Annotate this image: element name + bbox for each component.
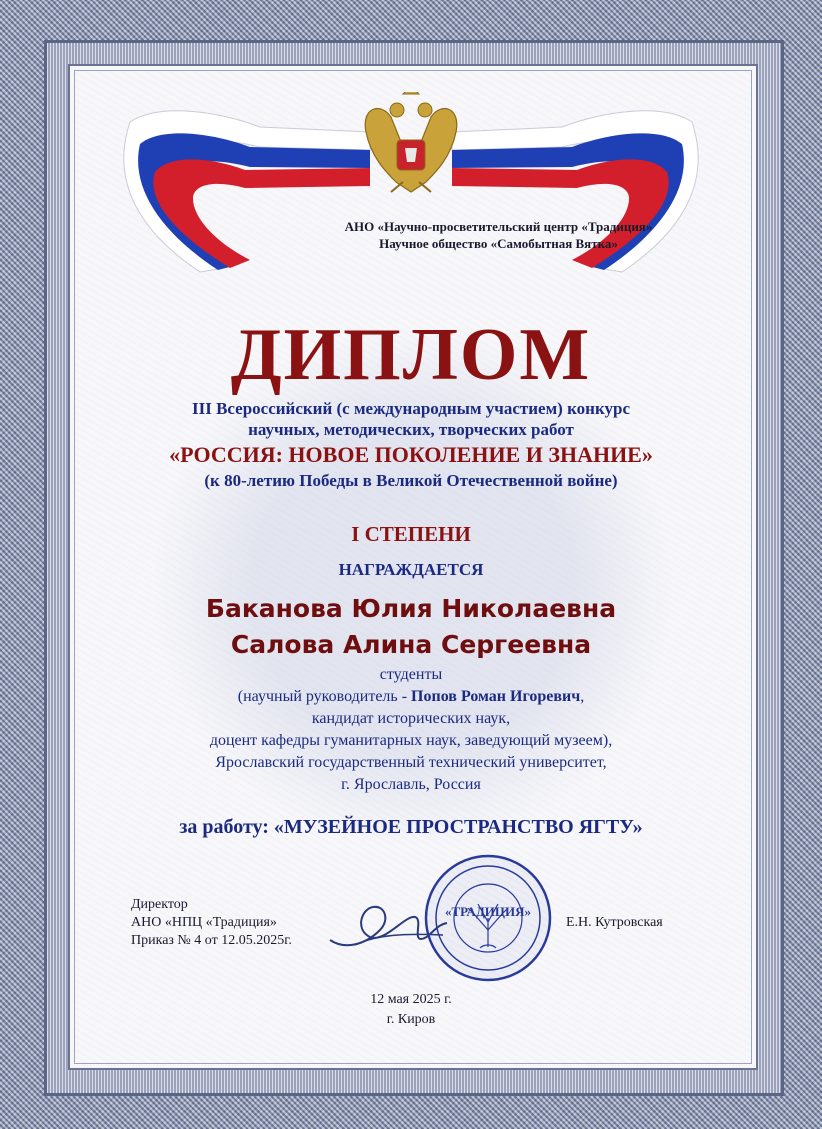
diploma-title: ДИПЛОМ xyxy=(230,314,592,396)
contest-name: «РОССИЯ: НОВОЕ ПОКОЛЕНИЕ И ЗНАНИЕ» xyxy=(169,442,653,467)
contest-note: (к 80-летию Победы в Великой Отечественной войне) xyxy=(204,471,618,490)
organization-line-2: Научное общество «Самобытная Вятка» xyxy=(379,236,618,251)
contest-line-1: III Всероссийский (с международным участием) конкурс xyxy=(191,399,631,418)
advisor-position: доцент кафедры гуманитарных наук, заведующий музеем), xyxy=(209,732,613,749)
signer-name: Е.Н. Кутровская xyxy=(566,915,663,930)
director-block xyxy=(131,896,292,950)
recipient-role: студенты xyxy=(379,666,443,683)
contest-description xyxy=(0,398,822,440)
issue-date: 12 мая 2025 г. xyxy=(370,992,452,1007)
university-city: г. Ярославль, Россия xyxy=(341,776,481,793)
director-organization: АНО «НПЦ «Традиция» xyxy=(131,915,277,930)
organization-header xyxy=(0,218,822,252)
coat-of-arms-emblem xyxy=(365,92,457,192)
director-title: Директор xyxy=(131,897,188,912)
stamp-label: «ТРАДИЦИЯ» xyxy=(444,904,532,919)
contest-line-2: научных, методических, творческих работ xyxy=(248,420,574,439)
organization-stamp xyxy=(422,852,554,984)
advisor-suffix: , xyxy=(580,688,585,705)
advisor-prefix: (научный руководитель - xyxy=(237,688,412,705)
director-order: Приказ № 4 от 12.05.2025г. xyxy=(131,933,292,948)
issue-place: г. Киров xyxy=(386,1012,436,1027)
award-degree: I СТЕПЕНИ xyxy=(351,522,471,546)
university-name: Ярославский государственный технический университет, xyxy=(215,754,607,771)
advisor-degree: кандидат исторических наук, xyxy=(311,710,511,727)
issue-date-block xyxy=(0,990,822,1030)
work-title: за работу: «МУЗЕЙНОЕ ПРОСТРАНСТВО ЯГТУ» xyxy=(179,816,643,838)
advisor-name: Попов Роман Игоревич xyxy=(411,688,581,705)
recipient-details xyxy=(0,664,822,796)
recipient-name-1: Баканова Юлия Николаевна xyxy=(205,594,617,623)
recipient-name-2: Салова Алина Сергеевна xyxy=(230,630,592,659)
organization-line-1: АНО «Научно-просветительский центр «Традиция» xyxy=(344,219,653,234)
advisor-line xyxy=(0,686,822,708)
awarded-label: НАГРАЖДАЕТСЯ xyxy=(338,560,484,579)
russian-flag-ribbon xyxy=(100,92,722,292)
